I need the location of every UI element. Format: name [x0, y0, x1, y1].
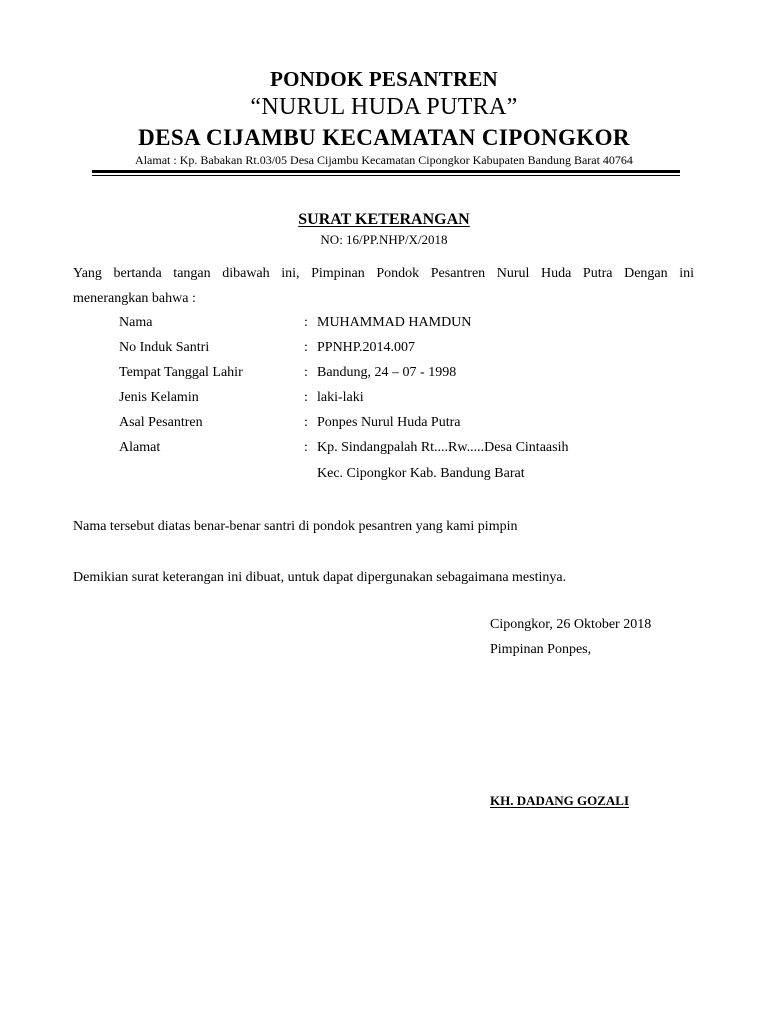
letterhead-divider-thick	[92, 170, 680, 173]
field-value-asal-pesantren: Ponpes Nurul Huda Putra	[317, 415, 461, 430]
field-label-asal-pesantren: Asal Pesantren	[119, 415, 203, 430]
field-value-nama: MUHAMMAD HAMDUN	[317, 315, 472, 330]
field-colon: :	[304, 390, 308, 405]
field-value-jenis-kelamin: laki-laki	[317, 390, 364, 405]
field-label-nama: Nama	[119, 315, 153, 330]
letterhead-divider-thin	[92, 175, 680, 176]
letter-title	[0, 211, 768, 229]
field-label-alamat: Alamat	[119, 440, 161, 455]
statement-paragraph: Nama tersebut diatas benar-benar santri di pondok pesantren yang kami pimpin	[73, 519, 518, 534]
letterhead-name: “NURUL HUDA PUTRA”	[250, 94, 518, 120]
field-value-ttl: Bandung, 24 – 07 - 1998	[317, 365, 457, 380]
closing-paragraph: Demikian surat keterangan ini dibuat, untuk dapat dipergunakan sebagaimana mestinya.	[73, 570, 567, 585]
intro-paragraph	[73, 261, 694, 311]
place-date: Cipongkor, 26 Oktober 2018	[490, 617, 652, 632]
field-value-no-induk: PPNHP.2014.007	[317, 340, 416, 355]
letterhead-location: DESA CIJAMBU KECAMATAN CIPONGKOR	[138, 125, 630, 150]
field-label-jenis-kelamin: Jenis Kelamin	[119, 390, 199, 405]
field-label-ttl: Tempat Tanggal Lahir	[119, 365, 243, 380]
field-value-alamat: Kp. Sindangpalah Rt....Rw.....Desa Cintaasih	[317, 440, 569, 455]
signer-name: KH. DADANG GOZALI	[490, 793, 630, 808]
field-colon: :	[304, 365, 308, 380]
letter-number: NO: 16/PP.NHP/X/2018	[320, 232, 448, 247]
letterhead-institution: PONDOK PESANTREN	[270, 67, 498, 91]
field-colon: :	[304, 340, 308, 355]
letter-title-text: SURAT KETERANGAN	[298, 211, 470, 228]
field-colon: :	[304, 415, 308, 430]
letterhead-address: Alamat : Kp. Babakan Rt.03/05 Desa Cijambu Kecamatan Cipongkor Kabupaten Bandung Barat 40764	[135, 153, 633, 167]
intro-line-1: Yang bertanda tangan dibawah ini, Pimpinan Pondok Pesantren Nurul Huda Putra Dengan ini	[73, 266, 694, 281]
field-colon: :	[304, 440, 308, 455]
field-value-alamat-line-2: Kec. Cipongkor Kab. Bandung Barat	[317, 466, 525, 481]
field-colon: :	[304, 315, 308, 330]
signer-title: Pimpinan Ponpes,	[490, 642, 592, 657]
field-label-no-induk: No Induk Santri	[119, 340, 210, 355]
intro-line-2: menerangkan bahwa :	[73, 291, 196, 306]
